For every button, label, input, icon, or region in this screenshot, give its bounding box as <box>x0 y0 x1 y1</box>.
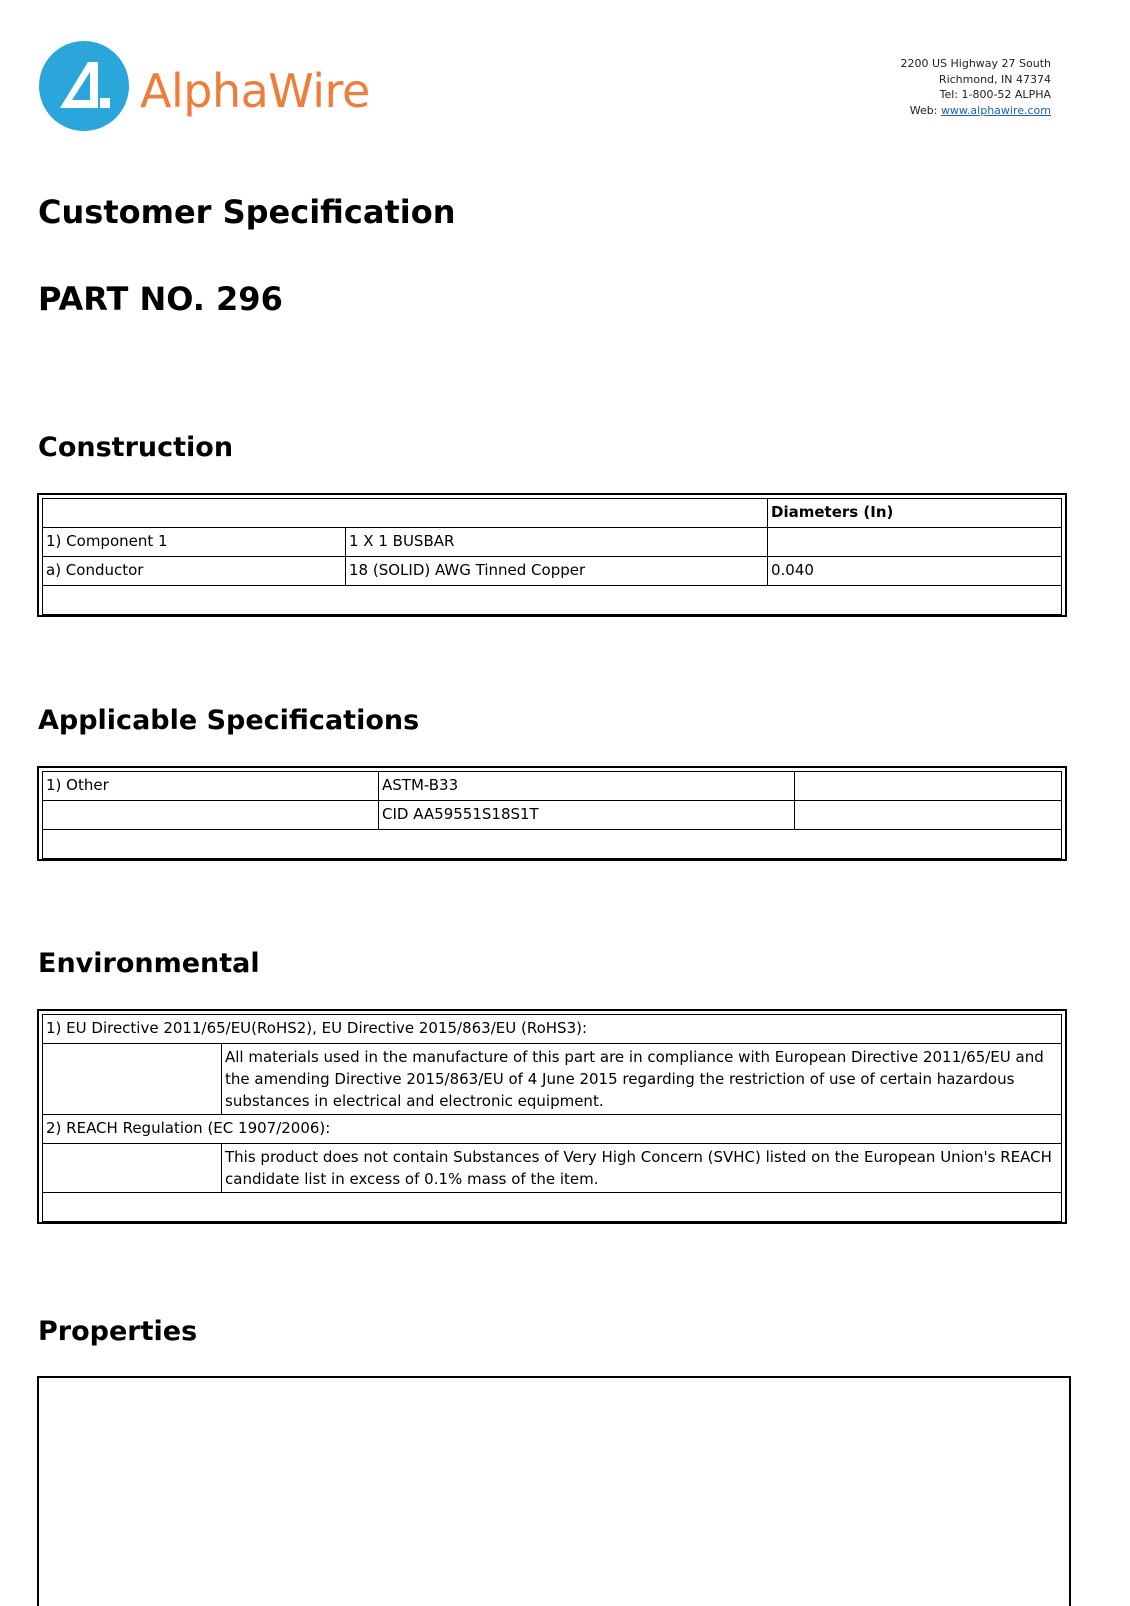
empty-cell <box>43 1193 1062 1222</box>
table-row <box>43 528 1062 557</box>
table-row <box>43 772 1062 801</box>
header-blank-cell <box>43 499 768 528</box>
diameters-header: Diameters (In) <box>768 499 1062 528</box>
reach-text: This product does not contain Substances of Very High Concern (SVHC) listed on the European Union's REACH candidate list in excess of 0.1% mass of the item. <box>222 1144 1062 1193</box>
document-title: Customer Specification <box>38 193 456 231</box>
table-row <box>43 1044 1062 1115</box>
row-value: 18 (SOLID) AWG Tinned Copper <box>346 557 768 586</box>
part-number: PART NO. 296 <box>38 280 283 318</box>
row-label: a) Conductor <box>43 557 346 586</box>
row-extra <box>795 772 1062 801</box>
applicable-specs-table <box>42 771 1062 859</box>
indent-cell <box>43 1144 222 1193</box>
address-line-1: 2200 US Highway 27 South <box>900 57 1051 70</box>
row-diameter <box>768 528 1062 557</box>
table-footer-row <box>43 1193 1062 1222</box>
rohs-text: All materials used in the manufacture of this part are in compliance with European Directive 2011/65/EU and the amending Directive 2015/863/EU of 4 June 2015 regarding the restriction of use of certain hazardous substances in electrical and electronic equipment. <box>222 1044 1062 1115</box>
address-web <box>900 103 1051 119</box>
construction-table <box>42 498 1062 615</box>
reach-title: 2) REACH Regulation (EC 1907/2006): <box>43 1115 1062 1144</box>
address-line-2: Richmond, IN 47374 <box>938 72 1051 86</box>
table-row <box>43 1015 1062 1044</box>
table-footer-row <box>43 586 1062 615</box>
row-value: ASTM-B33 <box>379 772 795 801</box>
row-value: 1 X 1 BUSBAR <box>346 528 768 557</box>
properties-table-frame <box>37 1376 1071 1606</box>
applicable-specs-table-frame <box>37 766 1067 861</box>
brand-name: AlphaWire <box>140 64 370 118</box>
address-phone: Tel: 1-800-52 ALPHA <box>939 88 1051 101</box>
website-link[interactable]: www.alphawire.com <box>940 103 1051 117</box>
row-extra <box>795 801 1062 830</box>
empty-cell <box>43 586 1062 615</box>
alpha-a-logo-icon <box>38 40 130 132</box>
table-header-row <box>43 499 1062 528</box>
applicable-specs-heading: Applicable Specifications <box>38 705 420 736</box>
empty-cell <box>43 830 1062 859</box>
row-label: 1) Component 1 <box>43 528 346 557</box>
construction-heading: Construction <box>38 432 234 463</box>
indent-cell <box>43 1044 222 1115</box>
row-label <box>43 801 379 830</box>
table-row <box>43 557 1062 586</box>
row-label: 1) Other <box>43 772 379 801</box>
table-row <box>43 801 1062 830</box>
web-label: Web: <box>909 103 938 117</box>
table-footer-row <box>43 830 1062 859</box>
environmental-table <box>42 1014 1062 1222</box>
row-diameter: 0.040 <box>768 557 1062 586</box>
company-address <box>900 56 1051 118</box>
environmental-table-frame <box>37 1009 1067 1224</box>
construction-table-frame <box>37 493 1067 617</box>
properties-heading: Properties <box>38 1316 198 1347</box>
table-row <box>43 1144 1062 1193</box>
rohs-title: 1) EU Directive 2011/65/EU(RoHS2), EU Directive 2015/863/EU (RoHS3): <box>43 1015 1062 1044</box>
environmental-heading: Environmental <box>38 948 260 979</box>
row-value: CID AA59551S18S1T <box>379 801 795 830</box>
table-row <box>43 1115 1062 1144</box>
